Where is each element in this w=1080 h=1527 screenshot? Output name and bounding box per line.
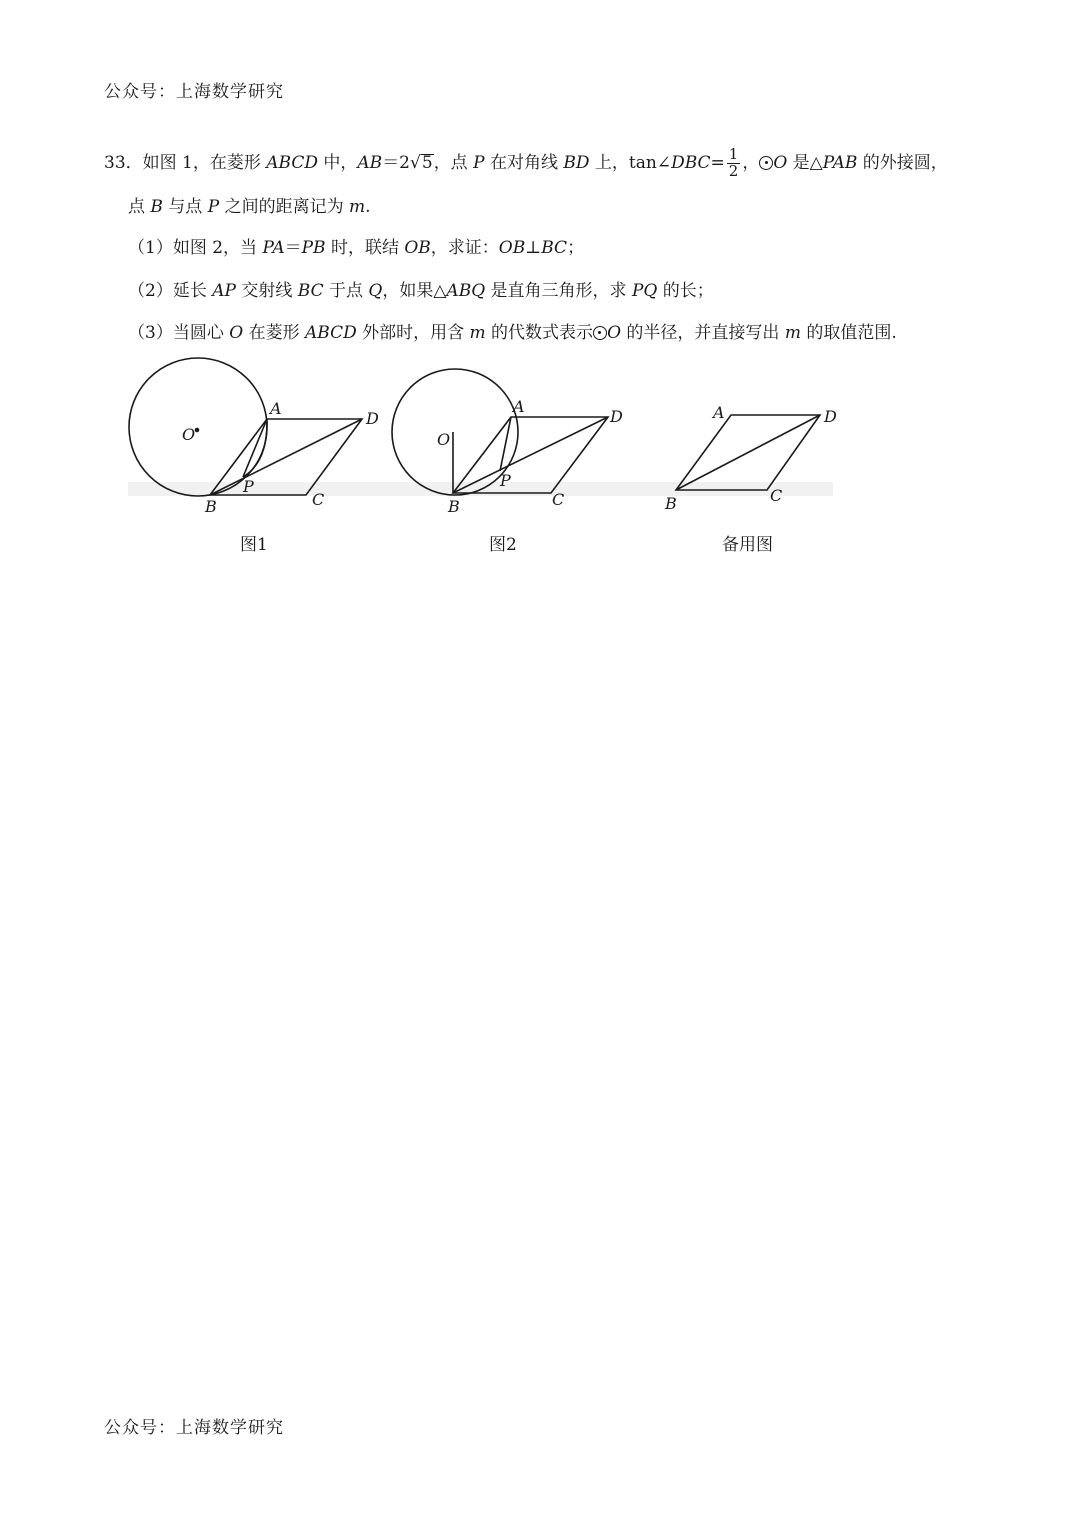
text: 交射线	[235, 281, 298, 301]
math-var: m	[348, 197, 366, 217]
math-var: P	[207, 197, 220, 217]
text: .	[365, 197, 371, 217]
page-header: 公众号：上海数学研究	[104, 82, 284, 102]
label-B: B	[665, 494, 677, 513]
text: 是直角三角形，求	[485, 281, 632, 301]
text: ，点	[433, 152, 474, 173]
text: 在对角线	[484, 152, 564, 173]
text: 外部时，用含	[356, 323, 470, 343]
math-var: BC	[297, 281, 324, 301]
text: 中，	[318, 152, 358, 173]
math-var: PAB	[822, 152, 858, 173]
text: 的取值范围.	[800, 323, 897, 343]
math-var: ABCD	[266, 152, 318, 173]
label-P: P	[243, 477, 254, 496]
text: 于点	[323, 281, 369, 301]
figure-2-caption: 图2	[489, 535, 517, 555]
figures-canvas	[0, 0, 1080, 560]
diagonal-bd	[453, 417, 608, 493]
math-var: O	[773, 152, 788, 173]
figure-1-caption: 图1	[240, 535, 268, 555]
label-C: C	[770, 486, 783, 505]
text: 与点	[162, 197, 208, 217]
math-var: DBC	[671, 152, 711, 173]
label-P: P	[500, 471, 511, 490]
diagonal-bd	[676, 415, 820, 490]
label-D: D	[366, 409, 379, 428]
label-D: D	[824, 407, 837, 426]
math-var: m	[784, 323, 801, 343]
text: ＝2	[382, 152, 411, 173]
page-footer: 公众号：上海数学研究	[104, 1418, 284, 1438]
text: 的代数式表示	[485, 323, 594, 343]
label-C: C	[552, 490, 565, 509]
sqrt-symbol: √5	[410, 152, 433, 173]
label-B: B	[205, 497, 217, 516]
text: 之间的距离记为	[219, 197, 349, 217]
label-A: A	[270, 399, 282, 418]
math-var: AB	[357, 152, 383, 173]
math-var: PA	[262, 238, 285, 258]
text: 的长；	[657, 281, 714, 301]
text: （2）延长	[128, 281, 213, 301]
text: （1）如图 2，当	[128, 238, 263, 258]
math-var: ABQ	[446, 281, 486, 301]
label-A: A	[513, 397, 525, 416]
math-var: BD	[563, 152, 590, 173]
math-var: O	[229, 323, 244, 343]
text: 如图 1，在菱形	[142, 152, 267, 173]
math-var: m	[469, 323, 486, 343]
figure-1	[129, 358, 362, 496]
text: 上，tan∠	[589, 152, 672, 173]
label-C: C	[312, 490, 325, 509]
text: 是△	[787, 152, 823, 173]
math-var: OB	[498, 238, 526, 258]
label-A: A	[713, 403, 725, 422]
math-var: BC	[541, 238, 568, 258]
math-var: B	[150, 197, 163, 217]
text: ，	[742, 152, 760, 173]
text: ＝	[284, 238, 302, 258]
math-var: O	[607, 323, 621, 343]
math-var: PQ	[631, 281, 658, 301]
denominator: 2	[728, 161, 739, 180]
problem-number: 33．	[104, 152, 143, 173]
figure-3-caption: 备用图	[722, 535, 773, 555]
text: 的外接圆，	[857, 152, 948, 173]
math-var: ABCD	[304, 323, 357, 343]
text: ，如果△	[382, 281, 447, 301]
text: 点	[128, 197, 151, 217]
figure-3	[676, 415, 820, 490]
math-var: Q	[368, 281, 383, 301]
math-var: PB	[301, 238, 326, 258]
math-var: P	[473, 152, 485, 173]
text: 的半径，并直接写出	[621, 323, 785, 343]
numerator: 1	[728, 145, 739, 163]
text: ⊥	[525, 238, 542, 258]
text: ；	[567, 238, 585, 258]
label-B: B	[448, 497, 460, 516]
text: （3）当圆心	[128, 323, 230, 343]
radicand: 5	[421, 152, 433, 173]
text: =	[710, 152, 725, 173]
center-dot	[196, 429, 199, 432]
text: 在菱形	[243, 323, 305, 343]
math-var: OB	[404, 238, 431, 258]
label-O: O	[437, 430, 451, 449]
label-D: D	[610, 407, 623, 426]
math-var: AP	[212, 281, 236, 301]
text: 时，联结	[325, 238, 405, 258]
label-O: O	[182, 425, 196, 444]
text: ，求证：	[430, 238, 499, 258]
